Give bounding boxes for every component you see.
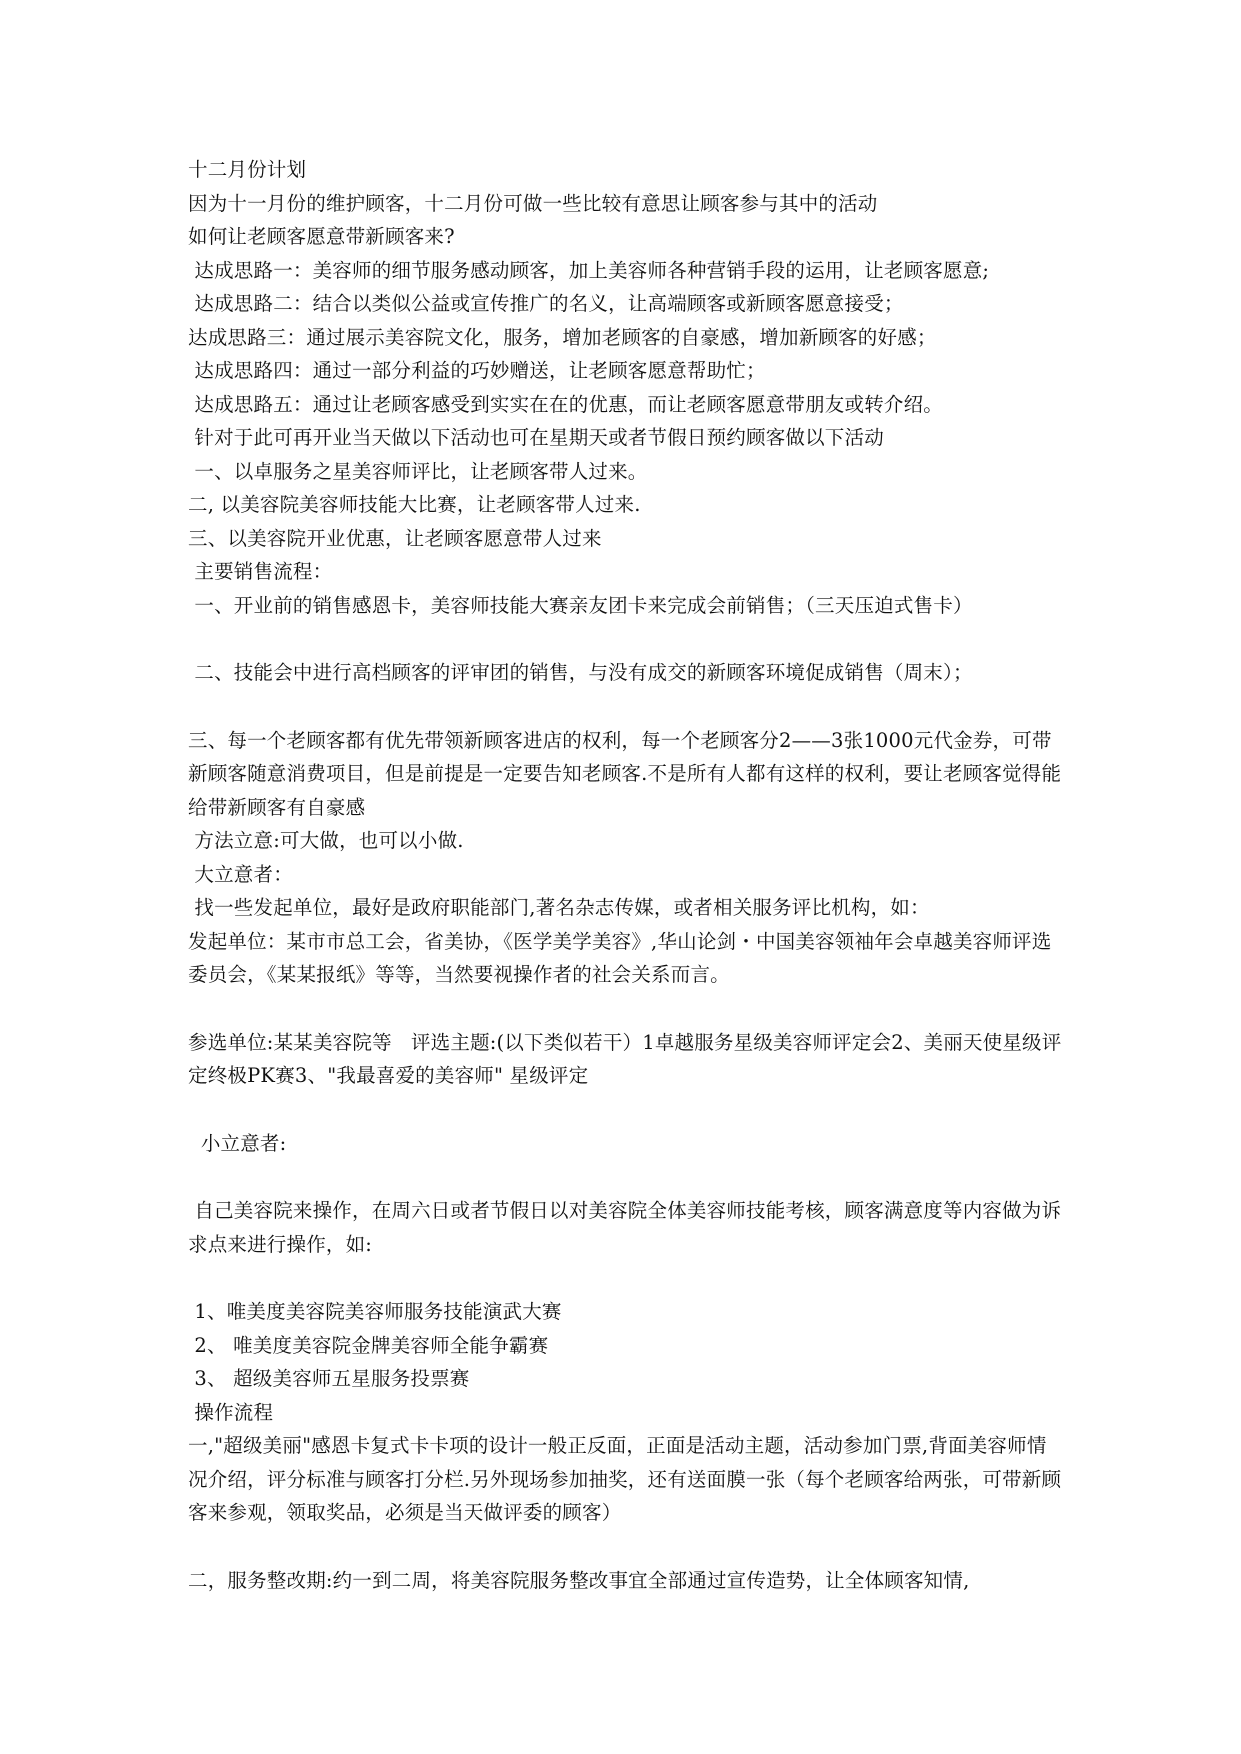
- list-item: 二、技能会中进行高档顾客的评审团的销售，与没有成交的新顾客环境促成销售（周末）；: [188, 661, 973, 684]
- paragraph: 如何让老顾客愿意带新顾客来?: [188, 225, 455, 248]
- list-item: 一、开业前的销售感恩卡，美容师技能大赛亲友团卡来完成会前销售；（三天压迫式售卡）: [188, 593, 973, 617]
- paragraph: 发起单位：某市市总工会，省美协，《医学美学美容》,华山论剑・中国美容领袖年会卓越美容师评选委员会，《某某报纸》等等，当然要视操作者的社会关系而言。: [188, 929, 1052, 986]
- paragraph: 因为十一月份的维护顾客，十二月份可做一些比较有意思让顾客参与其中的活动: [188, 191, 878, 215]
- paragraph: 达成思路二：结合以类似公益或宣传推广的名义，让高端顾客或新顾客愿意接受；: [188, 292, 904, 315]
- list-item: 1、唯美度美容院美容师服务技能演武大赛: [188, 1300, 562, 1323]
- section-heading: 操作流程: [188, 1400, 274, 1424]
- document-body: [188, 153, 1063, 1597]
- list-item: 一、以卓服务之星美容师评比，让老顾客带人过来。: [188, 459, 648, 483]
- paragraph: 自己美容院来操作，在周六日或者节假日以对美容院全体美容师技能考核，顾客满意度等内容做为诉求点来进行操作，如:: [188, 1199, 1062, 1256]
- paragraph: 达成思路五：通过让老顾客感受到实实在在的优惠，而让老顾客愿意带朋友或转介绍。: [188, 392, 944, 416]
- paragraph: 达成思路三：通过展示美容院文化，服务，增加老顾客的自豪感，增加新顾客的好感；: [188, 325, 937, 349]
- document-title: 十二月份计划: [188, 158, 307, 181]
- paragraph: 达成思路四：通过一部分利益的巧妙赠送，让老顾客愿意帮助忙；: [188, 359, 766, 382]
- section-heading: 主要销售流程：: [188, 560, 333, 583]
- paragraph: 找一些发起单位，最好是政府职能部门,著名杂志传媒，或者相关服务评比机构，如：: [188, 896, 930, 919]
- section-heading: 小立意者:: [188, 1131, 287, 1155]
- paragraph: 达成思路一：美容师的细节服务感动顾客，加上美容师各种营销手段的运用，让老顾客愿意;: [188, 258, 990, 282]
- paragraph: 方法立意:可大做，也可以小做.: [188, 829, 464, 852]
- list-item: 3、 超级美容师五星服务投票赛: [188, 1367, 470, 1390]
- paragraph: 参选单位:某某美容院等 评选主题:(以下类似若干）1卓越服务星级美容师评定会2、美丽天使星级评定终极PK赛3、"我最喜爱的美容师" 星级评定: [188, 1030, 1062, 1087]
- section-heading: 大立意者：: [188, 862, 293, 886]
- paragraph: 一,"超级美丽"感恩卡复式卡卡项的设计一般正反面，正面是活动主题，活动参加门票,背面美容师情况介绍，评分标准与顾客打分栏.另外现场参加抽奖，还有送面膜一张（每个老顾客给两张，可带新顾客来参观，领取奖品，必须是当天做评委的顾客）: [188, 1434, 1062, 1524]
- list-item: 三、以美容院开业优惠，让老顾客愿意带人过来: [188, 526, 602, 550]
- list-item: 2、 唯美度美容院金牌美容师全能争霸赛: [188, 1333, 549, 1357]
- paragraph: 针对于此可再开业当天做以下活动也可在星期天或者节假日预约顾客做以下活动: [188, 426, 884, 449]
- list-item: 二, 以美容院美容师技能大比赛，让老顾客带人过来.: [188, 493, 641, 516]
- list-item: 三、每一个老顾客都有优先带领新顾客进店的权利，每一个老顾客分2——3张1000元代金券，可带新顾客随意消费项目，但是前提是一定要告知老顾客.不是所有人都有这样的权利，要让老顾客觉得能给带新顾客有自豪感: [188, 728, 1062, 819]
- paragraph: 二，服务整改期:约一到二周，将美容院服务整改事宜全部通过宣传造势，让全体顾客知情,: [188, 1568, 970, 1592]
